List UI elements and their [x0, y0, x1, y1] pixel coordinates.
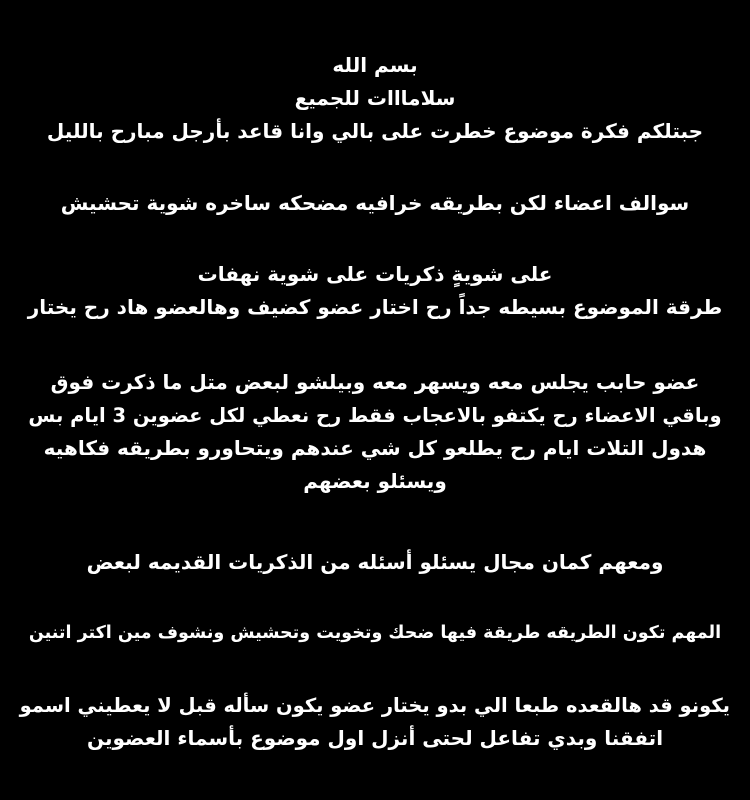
- text-line: ومعهم كمان مجال يسئلو أسئله من الذكريات القديمه لبعض: [86, 550, 664, 574]
- text-line: سوالف اعضاء لكن بطريقه خرافيه مضحكه ساخره شوية تحشيش: [60, 191, 690, 215]
- text-line: على شويةٍ ذكريات على شوية نهفات: [197, 262, 553, 286]
- text-line: طرقة الموضوع بسيطه جداً رح اختار عضو كضيف وهالعضو هاد رح يختار: [27, 295, 723, 319]
- text-line: عضو حابب يجلس معه ويسهر معه وبيلشو لبعض متل ما ذكرت فوق: [50, 370, 700, 394]
- text-block-idea: [20, 258, 730, 324]
- text-block-greeting: [20, 49, 730, 148]
- text-block-closing: [20, 689, 730, 755]
- text-line: جبتلكم فكرة موضوع خطرت على بالي وانا قاعد بأرجل مبارح بالليل: [46, 119, 704, 143]
- text-block-fun: [20, 617, 730, 650]
- text-line: بسم الله: [332, 53, 418, 77]
- text-block-topic: [20, 187, 730, 220]
- text-line: المهم تكون الطريقه طريقة فيها ضحك وتخويت وتحشيش ونشوف مين اكتر اتنين: [28, 623, 722, 643]
- text-line: اتفقنا وبدي تفاعل لحتى أنزل اول موضوع بأسماء العضوين: [86, 726, 664, 750]
- text-block-rules: [20, 366, 730, 498]
- text-line: وباقي الاعضاء رح يكتفو بالاعجاب فقط رح نعطي لكل عضوين 3 ايام بس: [28, 404, 722, 427]
- text-block-questions: [20, 546, 730, 579]
- text-line: هدول التلات ايام رح يطلعو كل شي عندهم ويتحاورو بطريقه فكاهيه ويسئلو بعضهم: [43, 436, 707, 493]
- text-line: يكونو قد هالقعده طبعا الي بدو يختار عضو يكون سأله قبل لا يعطيني اسمو: [19, 694, 730, 717]
- text-line: سلامااات للجميع: [294, 86, 456, 110]
